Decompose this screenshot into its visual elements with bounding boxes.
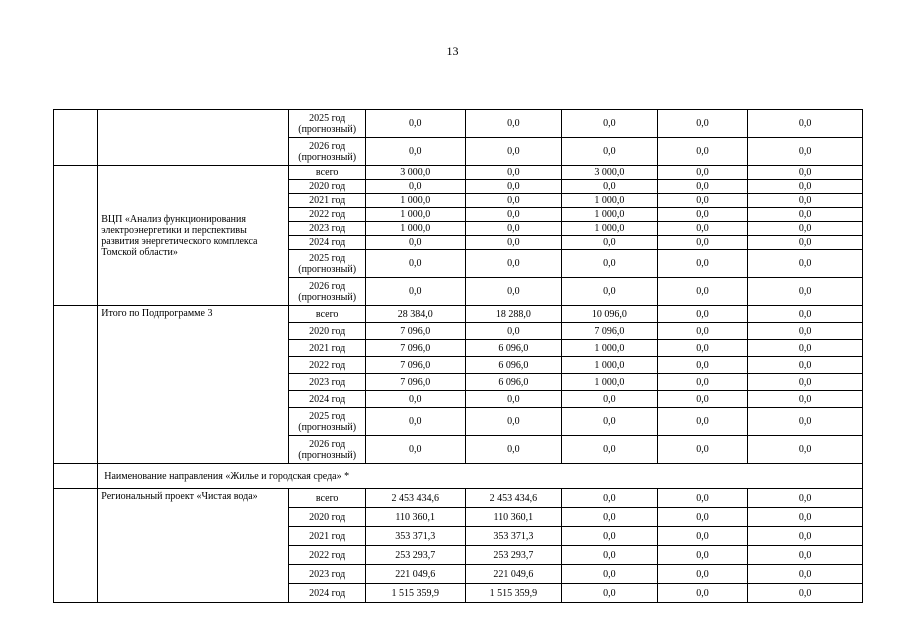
period-cell: 2025 год (прогнозный) [289, 408, 365, 436]
value-cell: 0,0 [748, 374, 863, 391]
period-cell: 2020 год [289, 508, 365, 527]
period-cell: 2026 год (прогнозный) [289, 138, 365, 166]
value-cell: 0,0 [657, 374, 748, 391]
period-cell: 2024 год [289, 236, 365, 250]
period-cell: 2021 год [289, 527, 365, 546]
value-cell: 0,0 [748, 565, 863, 584]
value-cell: 0,0 [748, 250, 863, 278]
value-cell: 353 371,3 [465, 527, 562, 546]
total-value: 7 096,0 [365, 357, 465, 374]
value-cell: 0,0 [465, 323, 562, 340]
value-cell: 0,0 [657, 138, 748, 166]
value-cell: 1 000,0 [562, 194, 658, 208]
value-cell: 0,0 [562, 436, 658, 464]
total-value: 7 096,0 [365, 323, 465, 340]
measure-name-cell [98, 110, 289, 166]
total-value: 28 384,0 [365, 306, 465, 323]
total-value: 1 000,0 [365, 208, 465, 222]
period-cell: всего [289, 306, 365, 323]
value-cell: 1 000,0 [562, 374, 658, 391]
value-cell: 0,0 [657, 278, 748, 306]
value-cell: 2 453 434,6 [465, 489, 562, 508]
value-cell: 0,0 [562, 250, 658, 278]
total-value: 110 360,1 [365, 508, 465, 527]
index-cell [54, 306, 98, 464]
value-cell: 0,0 [657, 323, 748, 340]
value-cell: 0,0 [657, 208, 748, 222]
value-cell: 0,0 [748, 508, 863, 527]
value-cell: 0,0 [657, 391, 748, 408]
value-cell: 0,0 [657, 508, 748, 527]
value-cell: 0,0 [562, 565, 658, 584]
value-cell: 110 360,1 [465, 508, 562, 527]
value-cell: 1 000,0 [562, 340, 658, 357]
index-cell [54, 464, 98, 489]
value-cell: 0,0 [657, 546, 748, 565]
table-row [54, 489, 863, 508]
value-cell: 0,0 [657, 222, 748, 236]
value-cell: 0,0 [657, 489, 748, 508]
period-cell: 2022 год [289, 357, 365, 374]
period-cell: 2024 год [289, 391, 365, 408]
value-cell: 7 096,0 [562, 323, 658, 340]
value-cell: 10 096,0 [562, 306, 658, 323]
total-value: 1 515 359,9 [365, 584, 465, 603]
period-cell: всего [289, 489, 365, 508]
total-value: 2 453 434,6 [365, 489, 465, 508]
value-cell: 0,0 [748, 391, 863, 408]
section-row [54, 464, 863, 489]
table-row [54, 166, 863, 180]
table-row [54, 306, 863, 323]
period-cell: 2021 год [289, 194, 365, 208]
value-cell: 0,0 [562, 408, 658, 436]
value-cell: 0,0 [748, 306, 863, 323]
period-cell: 2023 год [289, 565, 365, 584]
total-value: 0,0 [365, 138, 465, 166]
value-cell: 0,0 [465, 436, 562, 464]
value-cell: 0,0 [748, 180, 863, 194]
value-cell: 0,0 [657, 357, 748, 374]
value-cell: 0,0 [562, 508, 658, 527]
value-cell: 0,0 [465, 110, 562, 138]
measure-name-cell: Региональный проект «Чистая вода» [98, 489, 289, 603]
total-value: 3 000,0 [365, 166, 465, 180]
value-cell: 0,0 [748, 527, 863, 546]
total-value: 353 371,3 [365, 527, 465, 546]
value-cell: 0,0 [748, 546, 863, 565]
value-cell: 0,0 [657, 250, 748, 278]
value-cell: 0,0 [465, 194, 562, 208]
total-value: 221 049,6 [365, 565, 465, 584]
budget-table [53, 109, 863, 603]
value-cell: 0,0 [657, 194, 748, 208]
total-value: 0,0 [365, 236, 465, 250]
value-cell: 0,0 [748, 236, 863, 250]
period-cell: 2024 год [289, 584, 365, 603]
page-number: 13 [446, 44, 459, 58]
value-cell: 0,0 [657, 584, 748, 603]
value-cell: 0,0 [465, 208, 562, 222]
value-cell: 0,0 [562, 138, 658, 166]
value-cell: 1 000,0 [562, 357, 658, 374]
period-cell: 2023 год [289, 374, 365, 391]
value-cell: 0,0 [657, 166, 748, 180]
period-cell: 2023 год [289, 222, 365, 236]
period-cell: 2021 год [289, 340, 365, 357]
value-cell: 1 000,0 [562, 208, 658, 222]
total-value: 1 000,0 [365, 222, 465, 236]
value-cell: 0,0 [562, 278, 658, 306]
period-cell: 2022 год [289, 546, 365, 565]
index-cell [54, 166, 98, 306]
value-cell: 253 293,7 [465, 546, 562, 565]
value-cell: 0,0 [562, 527, 658, 546]
value-cell: 0,0 [657, 408, 748, 436]
value-cell: 0,0 [748, 208, 863, 222]
total-value: 253 293,7 [365, 546, 465, 565]
period-cell: 2025 год (прогнозный) [289, 110, 365, 138]
value-cell: 1 000,0 [562, 222, 658, 236]
value-cell: 0,0 [748, 166, 863, 180]
period-cell: всего [289, 166, 365, 180]
value-cell: 0,0 [748, 138, 863, 166]
value-cell: 0,0 [465, 236, 562, 250]
value-cell: 0,0 [465, 138, 562, 166]
value-cell: 0,0 [562, 236, 658, 250]
period-cell: 2020 год [289, 180, 365, 194]
value-cell: 0,0 [562, 489, 658, 508]
value-cell: 18 288,0 [465, 306, 562, 323]
total-value: 0,0 [365, 180, 465, 194]
value-cell: 0,0 [562, 546, 658, 565]
index-cell [54, 110, 98, 166]
period-cell: 2020 год [289, 323, 365, 340]
value-cell: 0,0 [562, 180, 658, 194]
total-value: 0,0 [365, 436, 465, 464]
value-cell: 221 049,6 [465, 565, 562, 584]
total-value: 0,0 [365, 110, 465, 138]
measure-name-cell: ВЦП «Анализ функционирования электроэнергетики и перспективы развития энергетического комплекса Томской области» [98, 166, 289, 306]
value-cell: 0,0 [465, 391, 562, 408]
value-cell: 6 096,0 [465, 374, 562, 391]
period-cell: 2025 год (прогнозный) [289, 250, 365, 278]
value-cell: 0,0 [657, 306, 748, 323]
value-cell: 0,0 [562, 391, 658, 408]
value-cell: 0,0 [748, 278, 863, 306]
value-cell: 0,0 [748, 222, 863, 236]
total-value: 7 096,0 [365, 374, 465, 391]
value-cell: 0,0 [748, 110, 863, 138]
total-value: 7 096,0 [365, 340, 465, 357]
period-cell: 2026 год (прогнозный) [289, 436, 365, 464]
total-value: 0,0 [365, 278, 465, 306]
value-cell: 0,0 [748, 489, 863, 508]
value-cell: 1 515 359,9 [465, 584, 562, 603]
value-cell: 0,0 [465, 222, 562, 236]
value-cell: 0,0 [657, 527, 748, 546]
value-cell: 6 096,0 [465, 357, 562, 374]
value-cell: 0,0 [748, 340, 863, 357]
value-cell: 0,0 [465, 278, 562, 306]
index-cell [54, 489, 98, 603]
period-cell: 2026 год (прогнозный) [289, 278, 365, 306]
value-cell: 0,0 [748, 436, 863, 464]
value-cell: 0,0 [562, 584, 658, 603]
value-cell: 0,0 [465, 408, 562, 436]
value-cell: 0,0 [465, 250, 562, 278]
total-value: 0,0 [365, 391, 465, 408]
total-value: 1 000,0 [365, 194, 465, 208]
measure-name-cell: Итого по Подпрограмме 3 [98, 306, 289, 464]
value-cell: 0,0 [657, 180, 748, 194]
value-cell: 0,0 [465, 166, 562, 180]
value-cell: 0,0 [657, 436, 748, 464]
section-title: Наименование направления «Жилье и городская среда» * [98, 464, 863, 489]
value-cell: 3 000,0 [562, 166, 658, 180]
period-cell: 2022 год [289, 208, 365, 222]
value-cell: 0,0 [657, 340, 748, 357]
value-cell: 0,0 [748, 323, 863, 340]
value-cell: 0,0 [748, 408, 863, 436]
value-cell: 0,0 [465, 180, 562, 194]
value-cell: 0,0 [657, 565, 748, 584]
value-cell: 0,0 [562, 110, 658, 138]
value-cell: 0,0 [657, 236, 748, 250]
total-value: 0,0 [365, 408, 465, 436]
value-cell: 6 096,0 [465, 340, 562, 357]
value-cell: 0,0 [657, 110, 748, 138]
value-cell: 0,0 [748, 194, 863, 208]
total-value: 0,0 [365, 250, 465, 278]
value-cell: 0,0 [748, 357, 863, 374]
value-cell: 0,0 [748, 584, 863, 603]
table-row [54, 110, 863, 138]
